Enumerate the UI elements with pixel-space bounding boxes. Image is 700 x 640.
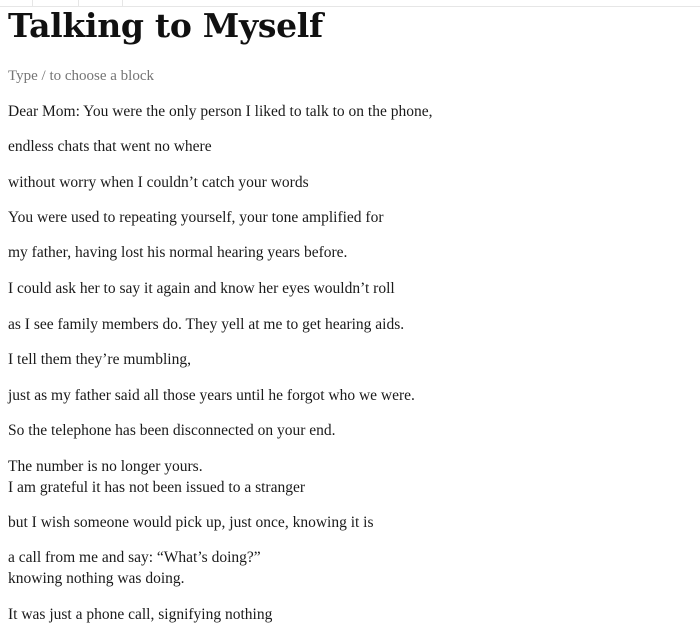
paragraph-line: knowing nothing was doing. [8, 570, 185, 587]
paragraph-block[interactable] [8, 456, 305, 498]
paragraph-block[interactable] [8, 172, 309, 193]
paragraph-block[interactable] [8, 349, 191, 370]
paragraph-line: So the telephone has been disconnected on your end. [8, 422, 336, 439]
paragraph-block[interactable] [8, 547, 261, 589]
block-appender-placeholder[interactable]: Type / to choose a block [8, 68, 154, 84]
paragraph-line: but I wish someone would pick up, just once, knowing it is [8, 514, 374, 531]
paragraph-line: I tell them they’re mumbling, [8, 351, 191, 368]
paragraph-line: Dear Mom: You were the only person I liked to talk to on the phone, [8, 103, 433, 120]
paragraph-block[interactable] [8, 136, 212, 157]
paragraph-line: just as my father said all those years until he forgot who we were. [8, 387, 415, 404]
paragraph-line: The number is no longer yours. [8, 458, 203, 475]
paragraph-block[interactable] [8, 314, 404, 335]
paragraph-line: I could ask her to say it again and know her eyes wouldn’t roll [8, 280, 395, 297]
editor-canvas [8, 6, 692, 623]
paragraph-line: a call from me and say: “What’s doing?” [8, 549, 261, 566]
paragraph-line: endless chats that went no where [8, 138, 212, 155]
paragraph-line: as I see family members do. They yell at me to get hearing aids. [8, 316, 405, 333]
paragraph-line: my father, having lost his normal hearing years before. [8, 244, 348, 261]
paragraph-line: without worry when I couldn’t catch your words [8, 174, 309, 191]
paragraph-block[interactable] [8, 101, 432, 122]
paragraph-block[interactable] [8, 207, 384, 228]
paragraph-block[interactable] [8, 420, 336, 441]
post-title[interactable]: Talking to Myself [8, 6, 323, 45]
paragraph-block[interactable] [8, 242, 347, 263]
paragraph-line: I am grateful it has not been issued to a stranger [8, 479, 305, 496]
paragraph-block[interactable] [8, 278, 395, 299]
paragraph-block[interactable] [8, 512, 374, 533]
paragraph-line: You were used to repeating yourself, your tone amplified for [8, 209, 384, 226]
paragraph-line: It was just a phone call, signifying nothing [8, 606, 273, 623]
paragraph-block[interactable] [8, 385, 415, 406]
paragraph-block[interactable] [8, 604, 272, 625]
